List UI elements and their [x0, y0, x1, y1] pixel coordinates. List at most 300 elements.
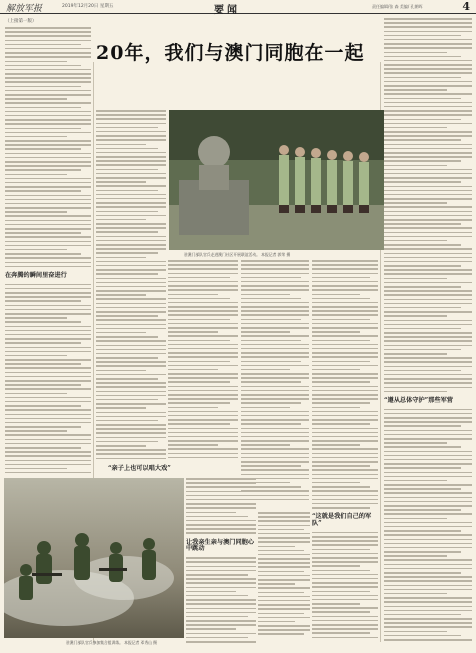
- text-line: [241, 465, 301, 467]
- text-line: [5, 48, 91, 50]
- text-line: [96, 370, 146, 372]
- text-line: [384, 106, 472, 108]
- text-line: [384, 294, 472, 296]
- text-line: [312, 570, 370, 572]
- text-line: [96, 148, 158, 150]
- text-line: [5, 388, 91, 390]
- text-line: [384, 505, 472, 507]
- text-line: [258, 629, 310, 631]
- text-line: [312, 411, 378, 413]
- text-line: [168, 273, 238, 275]
- text-line: [186, 486, 256, 488]
- text-line: [384, 522, 472, 524]
- text-line: [384, 340, 472, 342]
- text-line: [312, 457, 378, 459]
- text-line: [168, 436, 238, 438]
- text-line: [96, 123, 166, 125]
- text-line: [384, 102, 472, 104]
- text-line: [312, 607, 378, 609]
- text-line: [5, 128, 81, 130]
- text-line: [5, 296, 91, 298]
- text-line: [312, 419, 378, 421]
- text-line: [96, 194, 166, 196]
- text-line: [384, 72, 472, 74]
- article-column-6: [186, 478, 256, 643]
- text-line: [168, 394, 238, 396]
- text-line: [384, 152, 472, 154]
- text-line: [384, 472, 472, 474]
- text-line: [5, 148, 81, 150]
- text-line: [168, 432, 238, 434]
- text-line: [312, 532, 378, 534]
- text-line: [312, 260, 378, 262]
- text-line: [384, 455, 472, 457]
- text-line: [5, 334, 91, 336]
- article-text-block: [241, 260, 309, 503]
- text-line: [384, 639, 472, 641]
- page-number: 4: [462, 0, 470, 13]
- text-line: [312, 264, 378, 266]
- text-line: [186, 578, 256, 580]
- article-text-block: [384, 409, 472, 643]
- text-line: [384, 114, 472, 116]
- text-line: [5, 35, 91, 37]
- text-line: [5, 81, 91, 83]
- text-line: [5, 115, 91, 117]
- text-line: [312, 461, 378, 463]
- text-line: [5, 153, 91, 155]
- text-line: [168, 331, 218, 333]
- text-line: [168, 390, 238, 392]
- text-line: [5, 241, 91, 243]
- text-line: [96, 290, 166, 292]
- text-line: [186, 532, 256, 534]
- text-line: [186, 512, 236, 514]
- text-line: [5, 309, 91, 311]
- text-line: [384, 572, 461, 574]
- article-text-block: [312, 532, 378, 640]
- text-line: [312, 340, 370, 342]
- text-line: [312, 314, 378, 316]
- text-line: [96, 282, 166, 284]
- text-line: [186, 608, 256, 610]
- text-line: [168, 344, 238, 346]
- text-line: [384, 501, 472, 503]
- text-line: [5, 414, 91, 416]
- article-text-block: [5, 284, 91, 473]
- text-line: [5, 86, 81, 88]
- text-line: [384, 480, 447, 482]
- text-line: [384, 273, 472, 275]
- text-line: [168, 264, 238, 266]
- text-line: [384, 593, 447, 595]
- text-line: [384, 635, 461, 637]
- text-line: [186, 507, 256, 509]
- text-line: [384, 349, 461, 351]
- text-line: [312, 620, 378, 622]
- text-line: [241, 327, 309, 329]
- text-line: [241, 348, 309, 350]
- text-line: [5, 220, 91, 222]
- text-line: [384, 467, 461, 469]
- text-line: [312, 373, 378, 375]
- text-line: [384, 64, 472, 66]
- text-line: [312, 298, 370, 300]
- text-line: [258, 583, 295, 585]
- text-line: [5, 330, 91, 332]
- text-line: [384, 601, 472, 603]
- text-line: [384, 387, 472, 389]
- text-line: [96, 252, 158, 254]
- text-line: [312, 352, 378, 354]
- text-line: [258, 562, 310, 564]
- text-line: [384, 446, 461, 448]
- text-line: [96, 202, 166, 204]
- text-line: [186, 491, 256, 493]
- text-line: [312, 285, 378, 287]
- text-line: [384, 202, 447, 204]
- text-line: [241, 381, 301, 383]
- text-line: [384, 169, 472, 171]
- text-line: [384, 265, 461, 267]
- text-line: [384, 539, 472, 541]
- text-line: [384, 160, 461, 162]
- text-line: [5, 443, 91, 445]
- text-line: [186, 633, 256, 635]
- article-column-1: [5, 18, 91, 473]
- text-line: [96, 298, 166, 300]
- text-line: [168, 306, 238, 308]
- text-line: [384, 303, 472, 305]
- text-line: [241, 402, 301, 404]
- text-line: [384, 194, 472, 196]
- text-line: [241, 268, 309, 270]
- text-line: [5, 326, 91, 328]
- text-line: [5, 186, 91, 188]
- text-line: [96, 118, 166, 120]
- text-line: [384, 123, 472, 125]
- editor-credits: 责任编辑/张 森 美编/ 孔朝晖: [372, 4, 423, 9]
- text-line: [5, 426, 81, 428]
- text-line: [258, 596, 310, 598]
- text-line: [312, 386, 378, 388]
- text-line: [384, 488, 461, 490]
- text-line: [384, 286, 461, 288]
- text-line: [96, 357, 158, 359]
- text-line: [258, 621, 295, 623]
- text-line: [384, 127, 447, 129]
- text-line: [96, 173, 166, 175]
- page-header: [0, 0, 476, 14]
- text-line: [5, 232, 81, 234]
- text-line: [258, 625, 310, 627]
- text-line: [384, 370, 461, 372]
- text-line: [5, 65, 81, 67]
- text-line: [384, 328, 461, 330]
- text-line: [384, 622, 472, 624]
- text-line: [5, 56, 91, 58]
- text-line: [241, 457, 309, 459]
- text-line: [5, 98, 67, 100]
- article-text-block: [186, 478, 256, 537]
- text-line: [168, 440, 238, 442]
- text-line: [96, 324, 166, 326]
- text-line: [5, 262, 91, 264]
- continuation-tag: （上接第一版）: [5, 19, 37, 24]
- text-line: [241, 394, 309, 396]
- text-line: [384, 26, 472, 28]
- text-line: [312, 432, 378, 434]
- text-line: [241, 331, 290, 333]
- text-line: [384, 320, 472, 322]
- text-line: [312, 611, 370, 613]
- text-line: [96, 311, 166, 313]
- text-line: [5, 367, 91, 369]
- text-line: [5, 338, 91, 340]
- text-line: [241, 281, 309, 283]
- soldiers-statue-photo: [169, 110, 384, 250]
- text-line: [186, 603, 256, 605]
- text-line: [258, 566, 310, 568]
- text-line: [258, 550, 304, 552]
- text-line: [384, 98, 461, 100]
- text-line: [258, 587, 310, 589]
- text-line: [5, 384, 81, 386]
- text-line: [312, 482, 360, 484]
- text-line: [5, 73, 91, 75]
- text-line: [96, 382, 166, 384]
- text-line: [384, 618, 472, 620]
- text-line: [241, 294, 290, 296]
- text-line: [241, 474, 309, 476]
- text-line: [5, 376, 91, 378]
- text-line: [96, 424, 166, 426]
- text-line: [168, 444, 218, 446]
- subhead-1: 在奔腾的瞬间里奋进行: [5, 271, 67, 279]
- text-line: [5, 359, 91, 361]
- text-line: [5, 380, 91, 382]
- article-text-block: [258, 512, 310, 638]
- text-line: [168, 419, 238, 421]
- text-line: [5, 199, 91, 201]
- text-line: [5, 257, 91, 259]
- text-line: [96, 378, 158, 380]
- text-line: [258, 579, 310, 581]
- text-line: [96, 437, 166, 439]
- text-line: [384, 307, 461, 309]
- text-line: [5, 102, 91, 104]
- page-headline: 20年，我们与澳门同胞在一起: [96, 42, 365, 64]
- text-line: [5, 355, 67, 357]
- text-line: [5, 165, 91, 167]
- text-line: [5, 460, 91, 462]
- text-line: [96, 211, 158, 213]
- text-line: [5, 434, 91, 436]
- text-line: [186, 499, 256, 501]
- text-line: [5, 224, 91, 226]
- text-line: [96, 340, 166, 342]
- text-line: [384, 85, 472, 87]
- text-line: [168, 323, 238, 325]
- text-line: [5, 245, 91, 247]
- text-line: [5, 215, 91, 217]
- text-line: [96, 139, 166, 141]
- text-line: [186, 612, 256, 614]
- text-line: [96, 391, 166, 393]
- text-line: [96, 332, 146, 334]
- text-line: [96, 144, 146, 146]
- text-line: [5, 351, 91, 353]
- text-line: [384, 526, 472, 528]
- text-line: [241, 411, 309, 413]
- text-line: [5, 472, 91, 473]
- text-line: [5, 266, 91, 268]
- text-line: [186, 528, 256, 530]
- text-line: [384, 31, 472, 33]
- text-line: [241, 436, 309, 438]
- text-line: [5, 347, 91, 349]
- text-line: [96, 315, 158, 317]
- text-line: [241, 260, 309, 262]
- text-line: [5, 140, 91, 142]
- text-line: [312, 440, 378, 442]
- text-line: [5, 107, 81, 109]
- text-line: [384, 576, 472, 578]
- text-line: [186, 582, 256, 584]
- text-line: [96, 135, 166, 137]
- text-line: [96, 416, 166, 418]
- text-line: [384, 52, 447, 54]
- text-line: [384, 60, 472, 62]
- text-line: [241, 344, 309, 346]
- text-line: [384, 374, 472, 376]
- text-line: [96, 328, 166, 330]
- text-line: [5, 236, 91, 238]
- text-line: [384, 43, 472, 45]
- text-line: [384, 236, 472, 238]
- text-line: [186, 591, 236, 593]
- text-line: [312, 586, 378, 588]
- text-line: [96, 407, 146, 409]
- text-line: [5, 207, 91, 209]
- text-line: [241, 314, 309, 316]
- text-line: [312, 365, 378, 367]
- text-line: [384, 631, 447, 633]
- text-line: [5, 94, 91, 96]
- text-line: [384, 290, 472, 292]
- text-line: [96, 219, 146, 221]
- text-line: [312, 549, 370, 551]
- text-line: [384, 589, 472, 591]
- text-line: [96, 420, 158, 422]
- text-line: [168, 407, 218, 409]
- text-line: [384, 438, 472, 440]
- text-line: [96, 244, 166, 246]
- text-line: [312, 632, 370, 634]
- text-line: [258, 537, 310, 539]
- text-line: [5, 464, 91, 466]
- text-line: [96, 185, 166, 187]
- text-line: [96, 386, 166, 388]
- soldiers-training-photo: [4, 478, 184, 638]
- text-line: [384, 585, 472, 587]
- text-line: [384, 215, 472, 217]
- text-line: [241, 444, 290, 446]
- article-column-2: [96, 110, 166, 475]
- text-line: [384, 190, 472, 192]
- text-line: [241, 419, 309, 421]
- text-line: [168, 348, 238, 350]
- text-line: [5, 77, 91, 79]
- text-line: [186, 570, 256, 572]
- text-line: [168, 373, 238, 375]
- text-line: [384, 156, 472, 158]
- article-text-block: [384, 18, 472, 395]
- text-line: [312, 310, 378, 312]
- text-line: [96, 399, 158, 401]
- text-line: [5, 284, 91, 286]
- text-line: [96, 403, 166, 405]
- text-line: [5, 253, 81, 255]
- text-line: [186, 620, 256, 622]
- text-line: [384, 551, 461, 553]
- text-line: [384, 89, 447, 91]
- text-line: [312, 344, 378, 346]
- text-line: [96, 240, 166, 242]
- text-line: [168, 386, 238, 388]
- text-line: [384, 497, 472, 499]
- text-line: [312, 348, 378, 350]
- text-line: [312, 369, 360, 371]
- text-line: [5, 422, 91, 424]
- text-line: [168, 398, 238, 400]
- text-line: [5, 136, 67, 138]
- text-line: [312, 331, 360, 333]
- text-line: [312, 281, 378, 283]
- text-line: [186, 595, 248, 597]
- text-line: [5, 190, 81, 192]
- text-line: [258, 529, 304, 531]
- text-line: [258, 554, 310, 556]
- text-line: [5, 451, 91, 453]
- text-line: [258, 604, 310, 606]
- text-line: [384, 559, 472, 561]
- text-line: [241, 340, 301, 342]
- text-line: [186, 520, 256, 522]
- text-line: [384, 463, 472, 465]
- text-line: [384, 177, 472, 179]
- text-line: [384, 35, 461, 37]
- text-line: [5, 69, 91, 71]
- text-line: [384, 543, 472, 545]
- text-line: [96, 319, 166, 321]
- text-line: [5, 157, 91, 159]
- text-line: [5, 40, 91, 42]
- text-line: [5, 418, 91, 420]
- text-line: [5, 468, 67, 470]
- soldiers-training-image: [4, 478, 184, 638]
- text-line: [312, 574, 378, 576]
- text-line: [168, 352, 238, 354]
- text-line: [5, 90, 91, 92]
- text-line: [384, 324, 472, 326]
- text-line: [241, 386, 309, 388]
- text-line: [384, 518, 447, 520]
- text-line: [384, 425, 461, 427]
- text-line: [384, 626, 472, 628]
- text-line: [241, 365, 309, 367]
- text-line: [312, 628, 378, 630]
